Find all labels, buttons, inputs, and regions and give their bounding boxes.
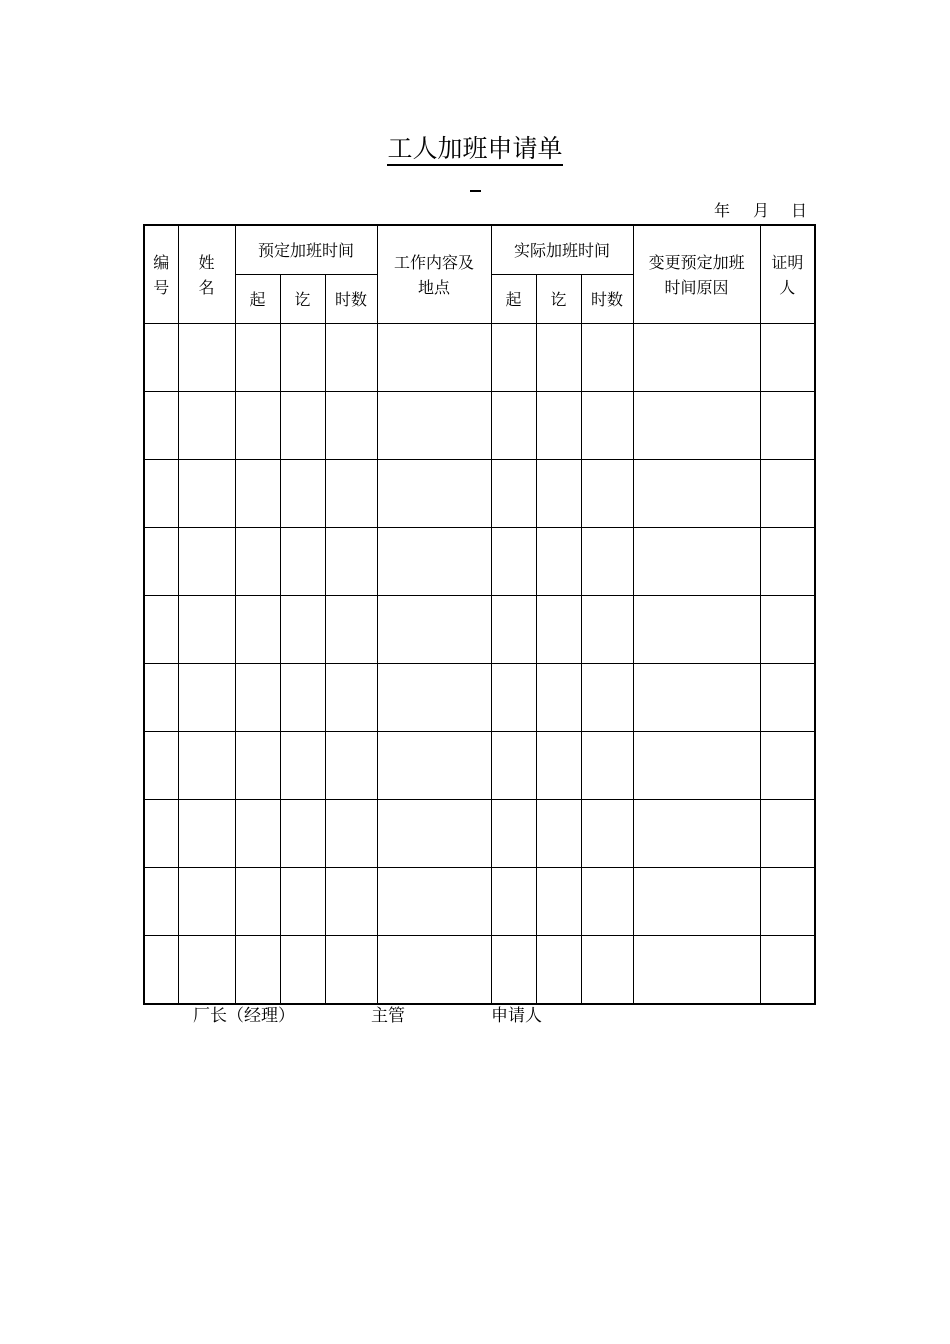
cell-planned-end[interactable] — [280, 936, 325, 1005]
cell-actual-hours[interactable] — [581, 392, 633, 460]
header-planned-time: 预定加班时间 — [235, 225, 377, 275]
cell-planned-end[interactable] — [280, 460, 325, 528]
dash-mark — [470, 190, 481, 192]
cell-planned-start[interactable] — [235, 664, 280, 732]
cell-actual-hours[interactable] — [581, 800, 633, 868]
cell-actual-start[interactable] — [491, 324, 536, 392]
signature-supervisor: 主管 — [371, 1006, 405, 1026]
table-row — [144, 732, 815, 800]
cell-witness[interactable] — [760, 324, 815, 392]
cell-name[interactable] — [178, 460, 235, 528]
cell-planned-start[interactable] — [235, 936, 280, 1005]
table-body — [144, 324, 815, 1005]
cell-name[interactable] — [178, 868, 235, 936]
cell-actual-start[interactable] — [491, 732, 536, 800]
cell-planned-start[interactable] — [235, 460, 280, 528]
cell-change-reason[interactable] — [633, 324, 760, 392]
header-planned-end: 讫 — [280, 275, 325, 324]
date-day-label: 日 — [791, 201, 808, 220]
cell-planned-hours[interactable] — [325, 732, 377, 800]
cell-planned-start[interactable] — [235, 868, 280, 936]
cell-planned-hours[interactable] — [325, 664, 377, 732]
cell-change-reason[interactable] — [633, 596, 760, 664]
cell-actual-start[interactable] — [491, 596, 536, 664]
cell-witness[interactable] — [760, 460, 815, 528]
cell-change-reason[interactable] — [633, 800, 760, 868]
cell-planned-end[interactable] — [280, 800, 325, 868]
cell-planned-end[interactable] — [280, 324, 325, 392]
cell-planned-end[interactable] — [280, 664, 325, 732]
cell-planned-hours[interactable] — [325, 596, 377, 664]
form-title-text: 工人加班申请单 — [387, 134, 562, 166]
cell-name[interactable] — [178, 528, 235, 596]
cell-witness[interactable] — [760, 392, 815, 460]
cell-actual-hours[interactable] — [581, 936, 633, 1005]
header-change-reason-text: 变更预定加班时间原因 — [648, 252, 745, 297]
cell-actual-hours[interactable] — [581, 324, 633, 392]
cell-name[interactable] — [178, 664, 235, 732]
cell-work-content[interactable] — [377, 528, 491, 596]
cell-actual-end[interactable] — [536, 392, 581, 460]
header-actual-hours: 时数 — [581, 275, 633, 324]
cell-actual-end[interactable] — [536, 732, 581, 800]
cell-work-content[interactable] — [377, 324, 491, 392]
table-row — [144, 324, 815, 392]
cell-change-reason[interactable] — [633, 936, 760, 1005]
cell-work-content[interactable] — [377, 596, 491, 664]
cell-id[interactable] — [144, 664, 178, 732]
cell-planned-end[interactable] — [280, 596, 325, 664]
cell-planned-hours[interactable] — [325, 936, 377, 1005]
cell-planned-hours[interactable] — [325, 800, 377, 868]
cell-actual-end[interactable] — [536, 460, 581, 528]
header-planned-hours: 时数 — [325, 275, 377, 324]
cell-change-reason[interactable] — [633, 732, 760, 800]
table-row — [144, 664, 815, 732]
cell-actual-end[interactable] — [536, 596, 581, 664]
signature-factory-manager: 厂长（经理） — [193, 1006, 295, 1026]
cell-witness[interactable] — [760, 528, 815, 596]
cell-planned-start[interactable] — [235, 732, 280, 800]
header-planned-start: 起 — [235, 275, 280, 324]
cell-witness[interactable] — [760, 868, 815, 936]
cell-id[interactable] — [144, 392, 178, 460]
cell-planned-end[interactable] — [280, 732, 325, 800]
cell-actual-end[interactable] — [536, 528, 581, 596]
cell-actual-hours[interactable] — [581, 460, 633, 528]
cell-actual-end[interactable] — [536, 800, 581, 868]
header-change-reason — [633, 225, 760, 324]
cell-name[interactable] — [178, 392, 235, 460]
cell-actual-hours[interactable] — [581, 528, 633, 596]
cell-actual-hours[interactable] — [581, 664, 633, 732]
cell-work-content[interactable] — [377, 392, 491, 460]
header-witness — [760, 225, 815, 324]
cell-name[interactable] — [178, 936, 235, 1005]
cell-actual-hours[interactable] — [581, 868, 633, 936]
cell-id[interactable] — [144, 936, 178, 1005]
cell-actual-end[interactable] — [536, 936, 581, 1005]
cell-actual-start[interactable] — [491, 664, 536, 732]
table-row — [144, 936, 815, 1005]
cell-planned-hours[interactable] — [325, 392, 377, 460]
cell-work-content[interactable] — [377, 732, 491, 800]
form-title — [0, 132, 950, 166]
table-row — [144, 528, 815, 596]
cell-witness[interactable] — [760, 664, 815, 732]
cell-planned-start[interactable] — [235, 392, 280, 460]
date-month-label: 月 — [753, 201, 770, 220]
cell-change-reason[interactable] — [633, 392, 760, 460]
cell-actual-end[interactable] — [536, 868, 581, 936]
cell-planned-end[interactable] — [280, 392, 325, 460]
overtime-table — [143, 224, 816, 1005]
cell-id[interactable] — [144, 460, 178, 528]
cell-witness[interactable] — [760, 596, 815, 664]
cell-id[interactable] — [144, 596, 178, 664]
cell-name[interactable] — [178, 324, 235, 392]
cell-name[interactable] — [178, 732, 235, 800]
cell-planned-end[interactable] — [280, 868, 325, 936]
cell-planned-hours[interactable] — [325, 324, 377, 392]
header-id — [144, 225, 178, 324]
cell-actual-start[interactable] — [491, 800, 536, 868]
cell-actual-start[interactable] — [491, 936, 536, 1005]
header-work-content — [377, 225, 491, 324]
cell-planned-start[interactable] — [235, 324, 280, 392]
cell-actual-end[interactable] — [536, 324, 581, 392]
cell-planned-start[interactable] — [235, 800, 280, 868]
cell-id[interactable] — [144, 528, 178, 596]
table-row — [144, 460, 815, 528]
header-name — [178, 225, 235, 324]
header-actual-time: 实际加班时间 — [491, 225, 633, 275]
header-actual-end: 讫 — [536, 275, 581, 324]
cell-change-reason[interactable] — [633, 528, 760, 596]
cell-work-content[interactable] — [377, 460, 491, 528]
cell-actual-start[interactable] — [491, 528, 536, 596]
header-actual-start: 起 — [491, 275, 536, 324]
table-row — [144, 392, 815, 460]
cell-name[interactable] — [178, 596, 235, 664]
header-name-text: 姓名 — [198, 252, 215, 297]
cell-work-content[interactable] — [377, 936, 491, 1005]
cell-id[interactable] — [144, 324, 178, 392]
cell-name[interactable] — [178, 800, 235, 868]
signature-applicant: 申请人 — [491, 1006, 542, 1026]
cell-work-content[interactable] — [377, 800, 491, 868]
cell-planned-hours[interactable] — [325, 460, 377, 528]
cell-id[interactable] — [144, 800, 178, 868]
cell-change-reason[interactable] — [633, 868, 760, 936]
cell-id[interactable] — [144, 732, 178, 800]
cell-id[interactable] — [144, 868, 178, 936]
table-row — [144, 596, 815, 664]
cell-actual-start[interactable] — [491, 460, 536, 528]
cell-change-reason[interactable] — [633, 460, 760, 528]
cell-planned-start[interactable] — [235, 596, 280, 664]
cell-actual-end[interactable] — [536, 664, 581, 732]
cell-planned-hours[interactable] — [325, 868, 377, 936]
date-year-label: 年 — [714, 201, 731, 220]
cell-change-reason[interactable] — [633, 664, 760, 732]
header-work-content-text: 工作内容及地点 — [394, 252, 475, 297]
cell-planned-start[interactable] — [235, 528, 280, 596]
cell-actual-start[interactable] — [491, 868, 536, 936]
cell-witness[interactable] — [760, 732, 815, 800]
cell-actual-hours[interactable] — [581, 596, 633, 664]
header-witness-text: 证明人 — [771, 252, 804, 297]
cell-witness[interactable] — [760, 800, 815, 868]
table-row — [144, 868, 815, 936]
cell-work-content[interactable] — [377, 868, 491, 936]
header-id-text: 编号 — [153, 252, 170, 297]
cell-planned-hours[interactable] — [325, 528, 377, 596]
cell-actual-hours[interactable] — [581, 732, 633, 800]
cell-witness[interactable] — [760, 936, 815, 1005]
cell-work-content[interactable] — [377, 664, 491, 732]
table-row — [144, 800, 815, 868]
cell-planned-end[interactable] — [280, 528, 325, 596]
cell-actual-start[interactable] — [491, 392, 536, 460]
